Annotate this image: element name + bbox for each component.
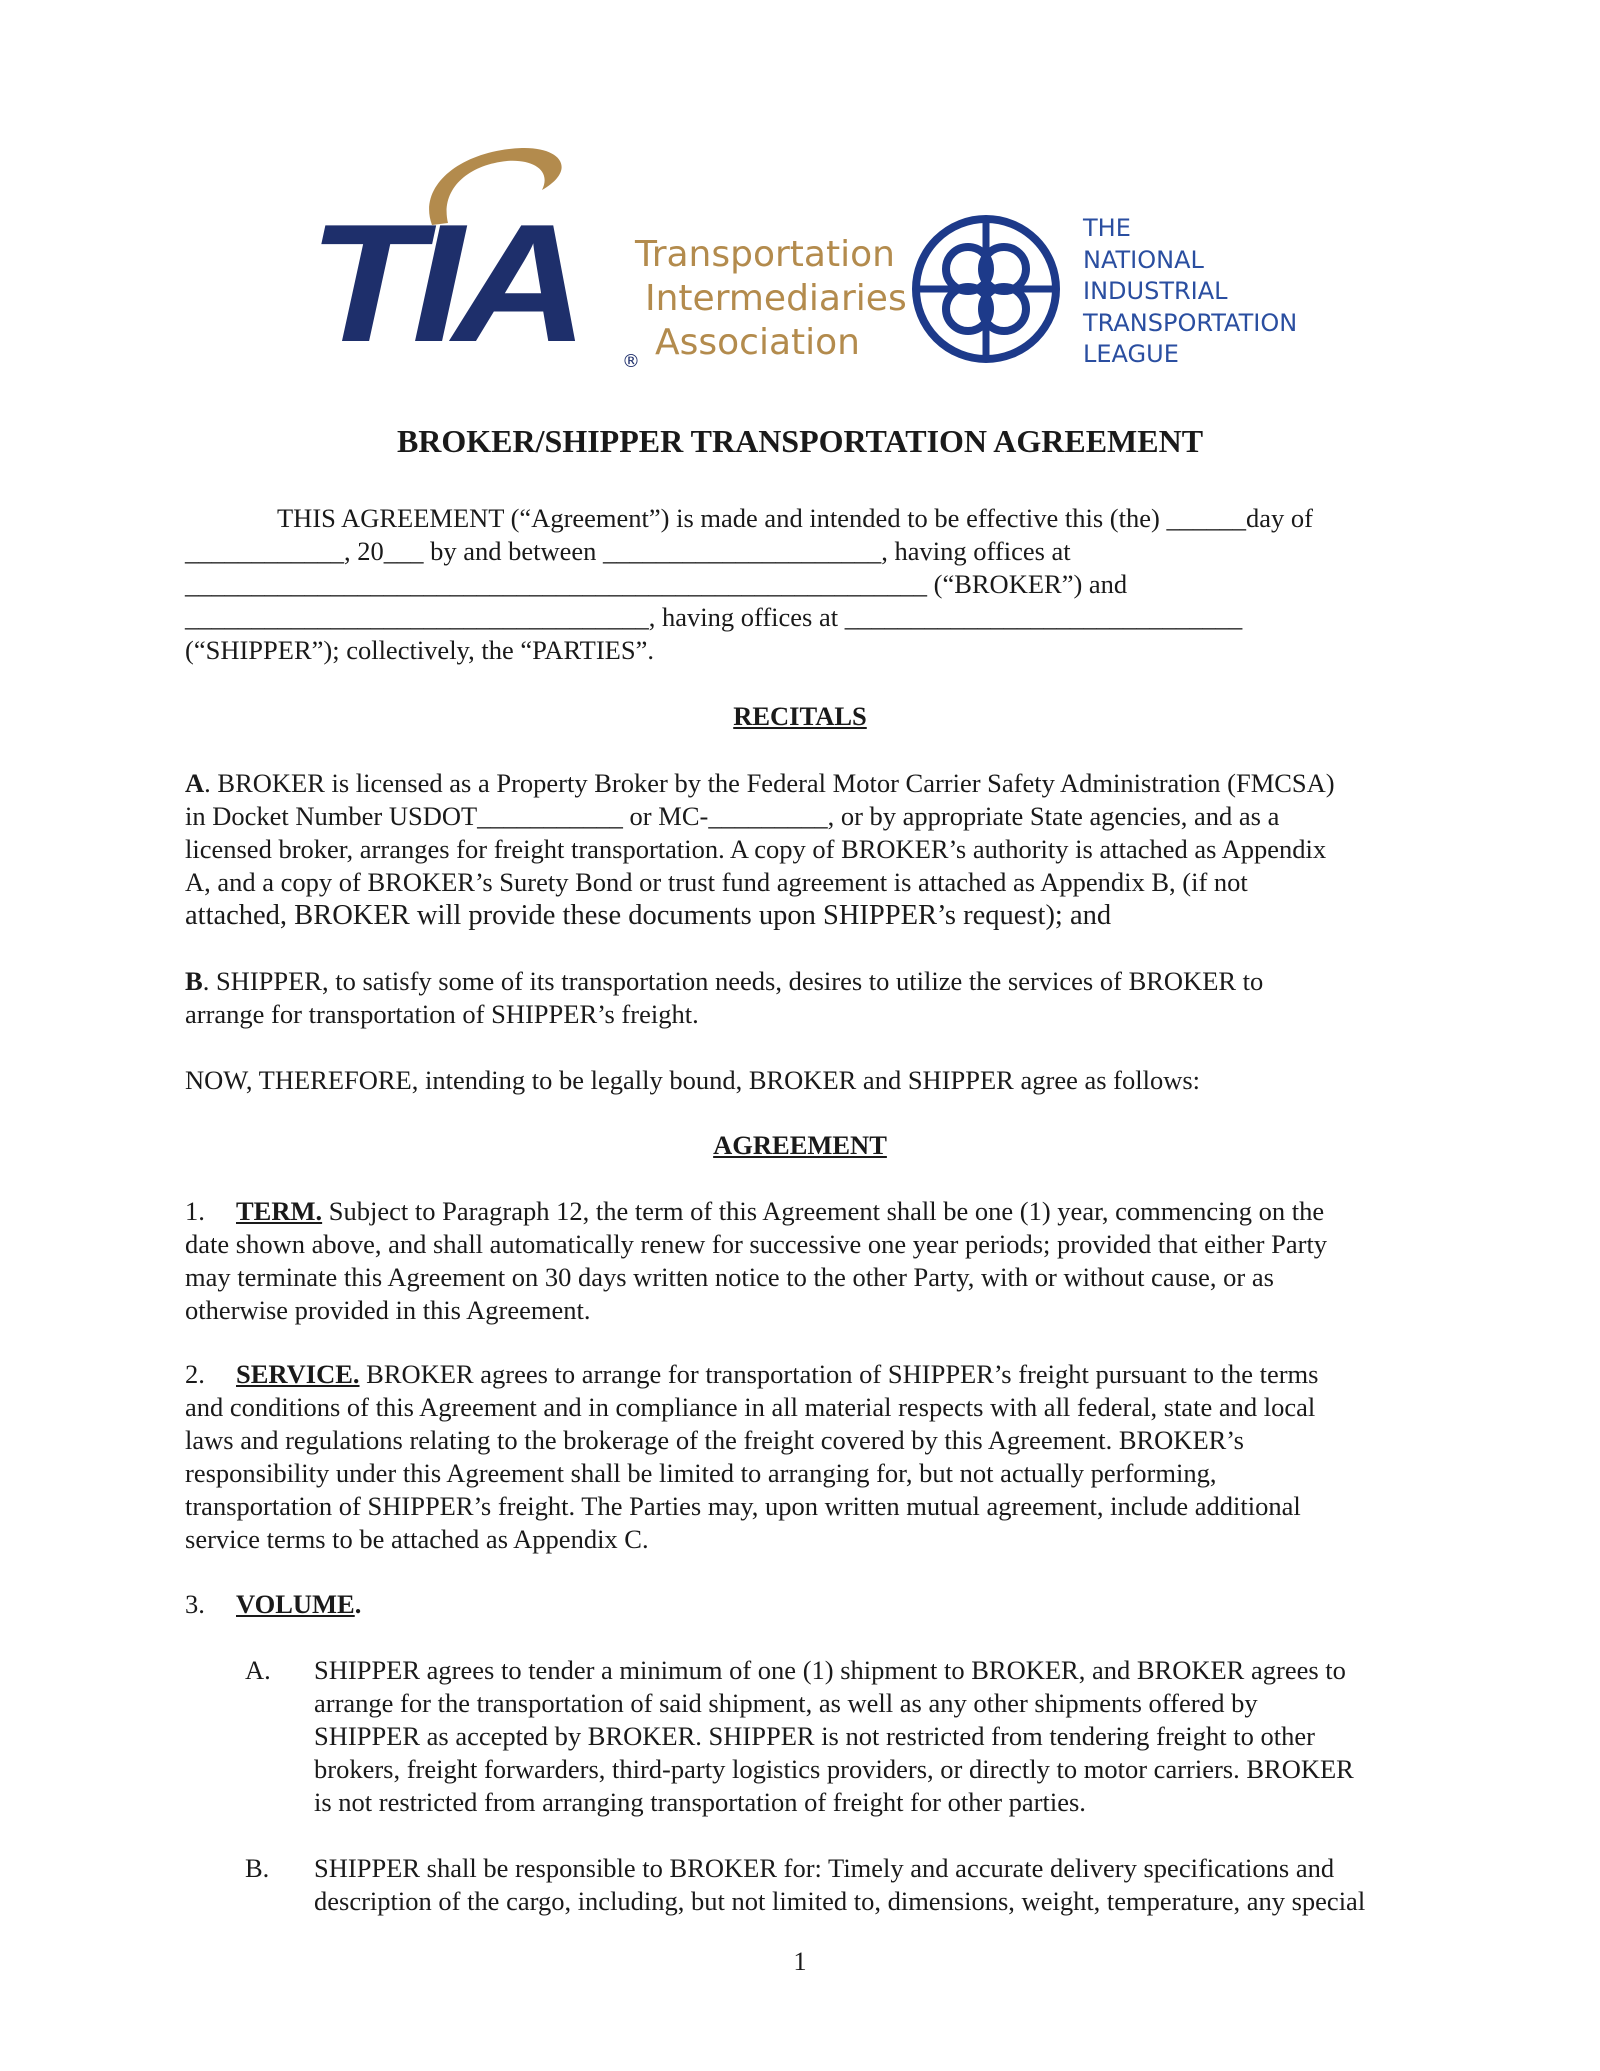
intro-line: (“SHIPPER”); collectively, the “PARTIES”. [185,635,654,665]
intro-line: ____________, 20___ by and between _____________________, having offices at [185,536,1071,566]
section-volume-heading: VOLUME [236,1589,355,1619]
recital-a-line [185,767,1425,800]
recital-b-line [185,965,1425,998]
section-service-heading: SERVICE. [236,1359,360,1389]
header-logos [300,145,1360,385]
agreement-heading: AGREEMENT [713,1130,887,1160]
recital-b-label: B [185,966,203,996]
tia-name-line: Transportation [635,234,895,275]
recitals-heading: RECITALS [733,701,867,731]
recital-a-label: A [185,768,205,798]
page-number: 1 [793,1946,807,1976]
section-term-line [185,1195,1425,1228]
section-service-line: service terms to be attached as Appendix C. [185,1524,649,1554]
section-term-heading: TERM. [236,1196,323,1226]
nitl-name-line: NATIONAL [1083,245,1204,274]
volume-sub-b-line: SHIPPER shall be responsible to BROKER for: Timely and accurate delivery specifications and [314,1853,1335,1883]
section-volume-line [185,1588,1425,1621]
section-volume-heading-period: . [354,1589,362,1619]
tia-name-line: Association [655,322,860,363]
recital-a-line: licensed broker, arranges for freight transportation. A copy of BROKER’s authority is attached as Appendix [185,834,1327,864]
nitl-name-line: TRANSPORTATION [1083,308,1298,337]
document-title: BROKER/SHIPPER TRANSPORTATION AGREEMENT [396,423,1204,459]
section-service-line: and conditions of this Agreement and in compliance in all material respects with all federal, state and local [185,1392,1316,1422]
registered-mark: ® [622,351,640,372]
recital-a-text: . BROKER is licensed as a Property Broker by the Federal Motor Carrier Safety Administration (FMCSA) [204,768,1335,798]
section-term-line: may terminate this Agreement on 30 days written notice to the other Party, with or without cause, or as [185,1262,1274,1292]
tia-logo [300,145,910,385]
section-volume [185,1588,1425,1621]
section-number: 1. [185,1196,205,1226]
intro-paragraph [185,502,1425,667]
volume-sub-a [314,1654,1444,1819]
recital-a-line: attached, BROKER will provide these documents upon SHIPPER’s request); and [185,900,1112,931]
recital-a [185,767,1425,932]
volume-sub-b [314,1852,1444,1918]
nitl-name-line: THE [1083,214,1131,242]
volume-sub-a-line: SHIPPER as accepted by BROKER. SHIPPER is not restricted from tendering freight to other [314,1721,1315,1751]
nitl-logo-name [1083,213,1297,371]
now-therefore-line: NOW, THEREFORE, intending to be legally bound, BROKER and SHIPPER agree as follows: [185,1065,1201,1095]
intro-line: ________________________________________________________ (“BROKER”) and [185,569,1128,599]
tia-name-line: Intermediaries [645,278,907,319]
nitl-emblem-icon [910,213,1062,365]
section-service-line [185,1358,1425,1391]
volume-sub-b-label: B. [245,1853,270,1883]
now-therefore-paragraph [185,1064,1425,1097]
section-term-line: date shown above, and shall automatically renew for successive one year periods; provided that either Party [185,1229,1328,1259]
section-service-line: transportation of SHIPPER’s freight. The Parties may, upon written mutual agreement, include additional [185,1491,1301,1521]
section-service-line: laws and regulations relating to the brokerage of the freight covered by this Agreement. BROKER’s [185,1425,1244,1455]
section-service [185,1358,1425,1556]
tia-logo-name [635,233,907,365]
volume-sub-a-label: A. [245,1655,271,1685]
section-service-line: responsibility under this Agreement shall be limited to arranging for, but not actually performing, [185,1458,1217,1488]
volume-sub-a-line: arrange for the transportation of said shipment, as well as any other shipments offered by [314,1688,1258,1718]
recital-a-line: A, and a copy of BROKER’s Surety Bond or trust fund agreement is attached as Appendix B, (if not [185,867,1248,897]
recital-b-line: arrange for transportation of SHIPPER’s freight. [185,999,699,1029]
recital-b [185,965,1425,1031]
volume-sub-b-line: description of the cargo, including, but not limited to, dimensions, weight, temperature, any special [314,1886,1366,1916]
section-term [185,1195,1425,1327]
section-number: 3. [185,1589,205,1619]
nitl-name-line: LEAGUE [1083,340,1179,368]
volume-sub-a-line: is not restricted from arranging transportation of freight for other parties. [314,1787,1086,1817]
section-number: 2. [185,1359,205,1389]
section-service-text: BROKER agrees to arrange for transportation of SHIPPER’s freight pursuant to the terms [359,1359,1319,1389]
recital-a-line: in Docket Number USDOT___________ or MC-_________, or by appropriate State agencies, and as a [185,801,1280,831]
section-term-line: otherwise provided in this Agreement. [185,1295,591,1325]
intro-line: ___________________________________, having offices at ______________________________ [185,602,1243,632]
intro-line: THIS AGREEMENT (“Agreement”) is made and intended to be effective this (the) ______day of [277,503,1313,533]
nitl-name-line: INDUSTRIAL [1083,277,1228,305]
volume-sub-a-line: brokers, freight forwarders, third-party logistics providers, or directly to motor carriers. BROKER [314,1754,1354,1784]
section-term-text: Subject to Paragraph 12, the term of this Agreement shall be one (1) year, commencing on the [322,1196,1325,1226]
tia-logo-letters: TIA [308,189,578,377]
recital-b-text: . SHIPPER, to satisfy some of its transportation needs, desires to utilize the services of BROKER to [202,966,1264,996]
volume-sub-a-line: SHIPPER agrees to tender a minimum of one (1) shipment to BROKER, and BROKER agrees to [314,1655,1346,1685]
